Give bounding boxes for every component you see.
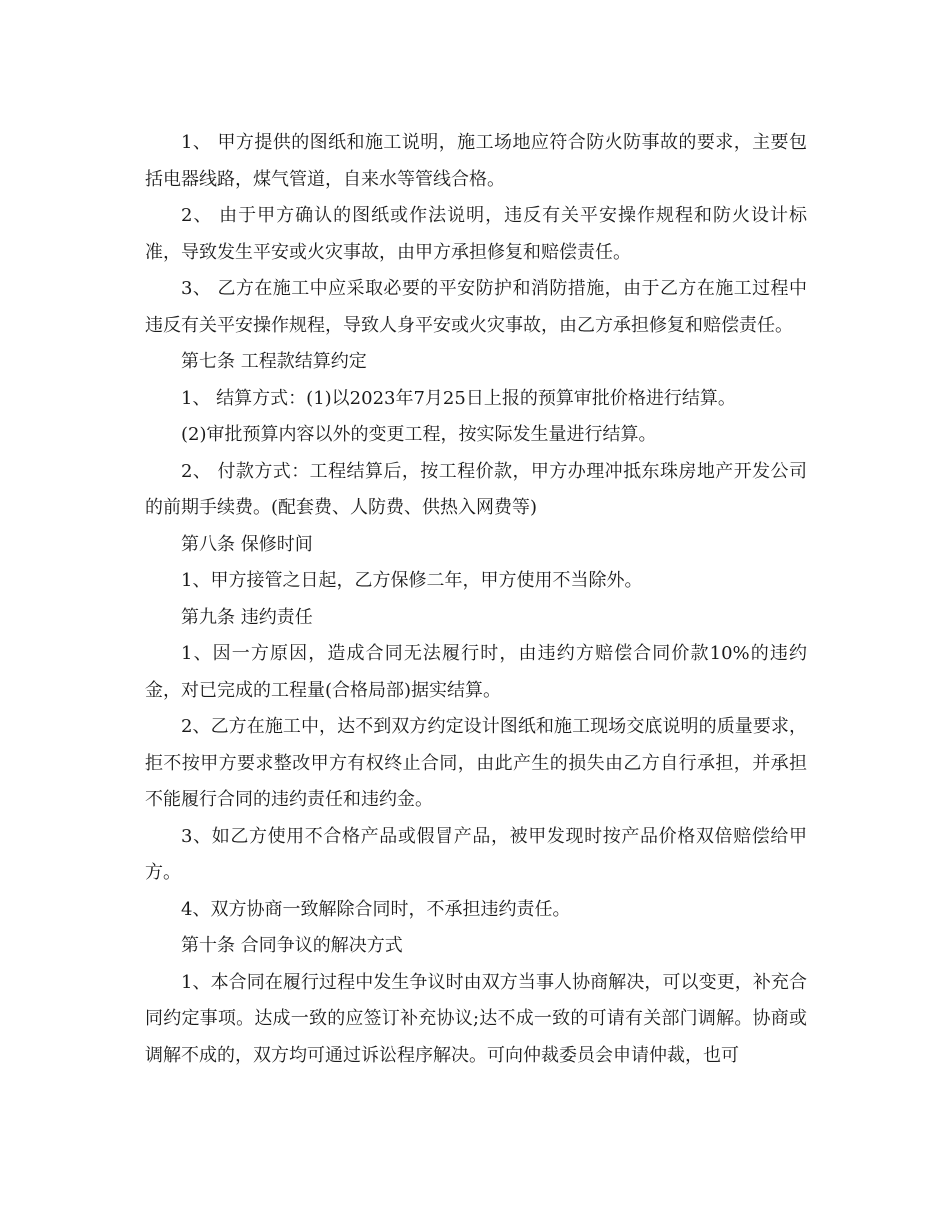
article-heading: 第十条 合同争议的解决方式 — [181, 935, 403, 956]
clause-paragraph: 1、本合同在履行过程中发生争议时由双方当事人协商解决，可以变更，补充合同约定事项。达成一致的应签订补充协议;达不成一致的可请有关部门调解。协商或调解不成的，双方均可通过诉讼程序解决。可向仲裁委员会申请仲裁，也可 — [145, 971, 807, 1066]
article-heading: 第八条 保修时间 — [181, 533, 313, 555]
clause-paragraph: 2、 由于甲方确认的图纸或作法说明，违反有关平安操作规程和防火设计标准，导致发生平安或火灾事故，由甲方承担修复和赔偿责任。 — [145, 205, 807, 263]
clause-paragraph: (2)审批预算内容以外的变更工程，按实际发生量进行结算。 — [181, 424, 657, 445]
article-heading: 第九条 违约责任 — [181, 606, 313, 628]
document-body — [145, 125, 807, 1074]
clause-paragraph: 1、甲方接管之日起，乙方保修二年，甲方使用不当除外。 — [181, 570, 643, 591]
clause-paragraph: 1、 结算方式：(1)以2023年7月25日上报的预算审批价格进行结算。 — [181, 387, 736, 409]
clause-paragraph: 1、 甲方提供的图纸和施工说明，施工场地应符合防火防事故的要求，主要包括电器线路，煤气管道，自来水等管线合格。 — [145, 132, 807, 190]
clause-paragraph: 2、 付款方式：工程结算后，按工程价款，甲方办理冲抵东珠房地产开发公司的前期手续费。(配套费、人防费、供热入网费等) — [145, 460, 807, 518]
clause-paragraph: 1、因一方原因，造成合同无法履行时，由违约方赔偿合同价款10%的违约金，对已完成的工程量(合格局部)据实结算。 — [145, 643, 807, 701]
clause-paragraph: 2、乙方在施工中，达不到双方约定设计图纸和施工现场交底说明的质量要求，拒不按甲方要求整改甲方有权终止合同，由此产生的损失由乙方自行承担，并承担不能履行合同的违约责任和违约金。 — [145, 716, 807, 810]
clause-paragraph: 4、双方协商一致解除合同时，不承担违约责任。 — [181, 898, 571, 920]
clause-paragraph: 3、如乙方使用不合格产品或假冒产品，被甲发现时按产品价格双倍赔偿给甲方。 — [145, 825, 807, 883]
article-heading: 第七条 工程款结算约定 — [181, 351, 367, 372]
clause-paragraph: 3、 乙方在施工中应采取必要的平安防护和消防措施，由于乙方在施工过程中违反有关平安操作规程，导致人身平安或火灾事故，由乙方承担修复和赔偿责任。 — [145, 278, 807, 336]
